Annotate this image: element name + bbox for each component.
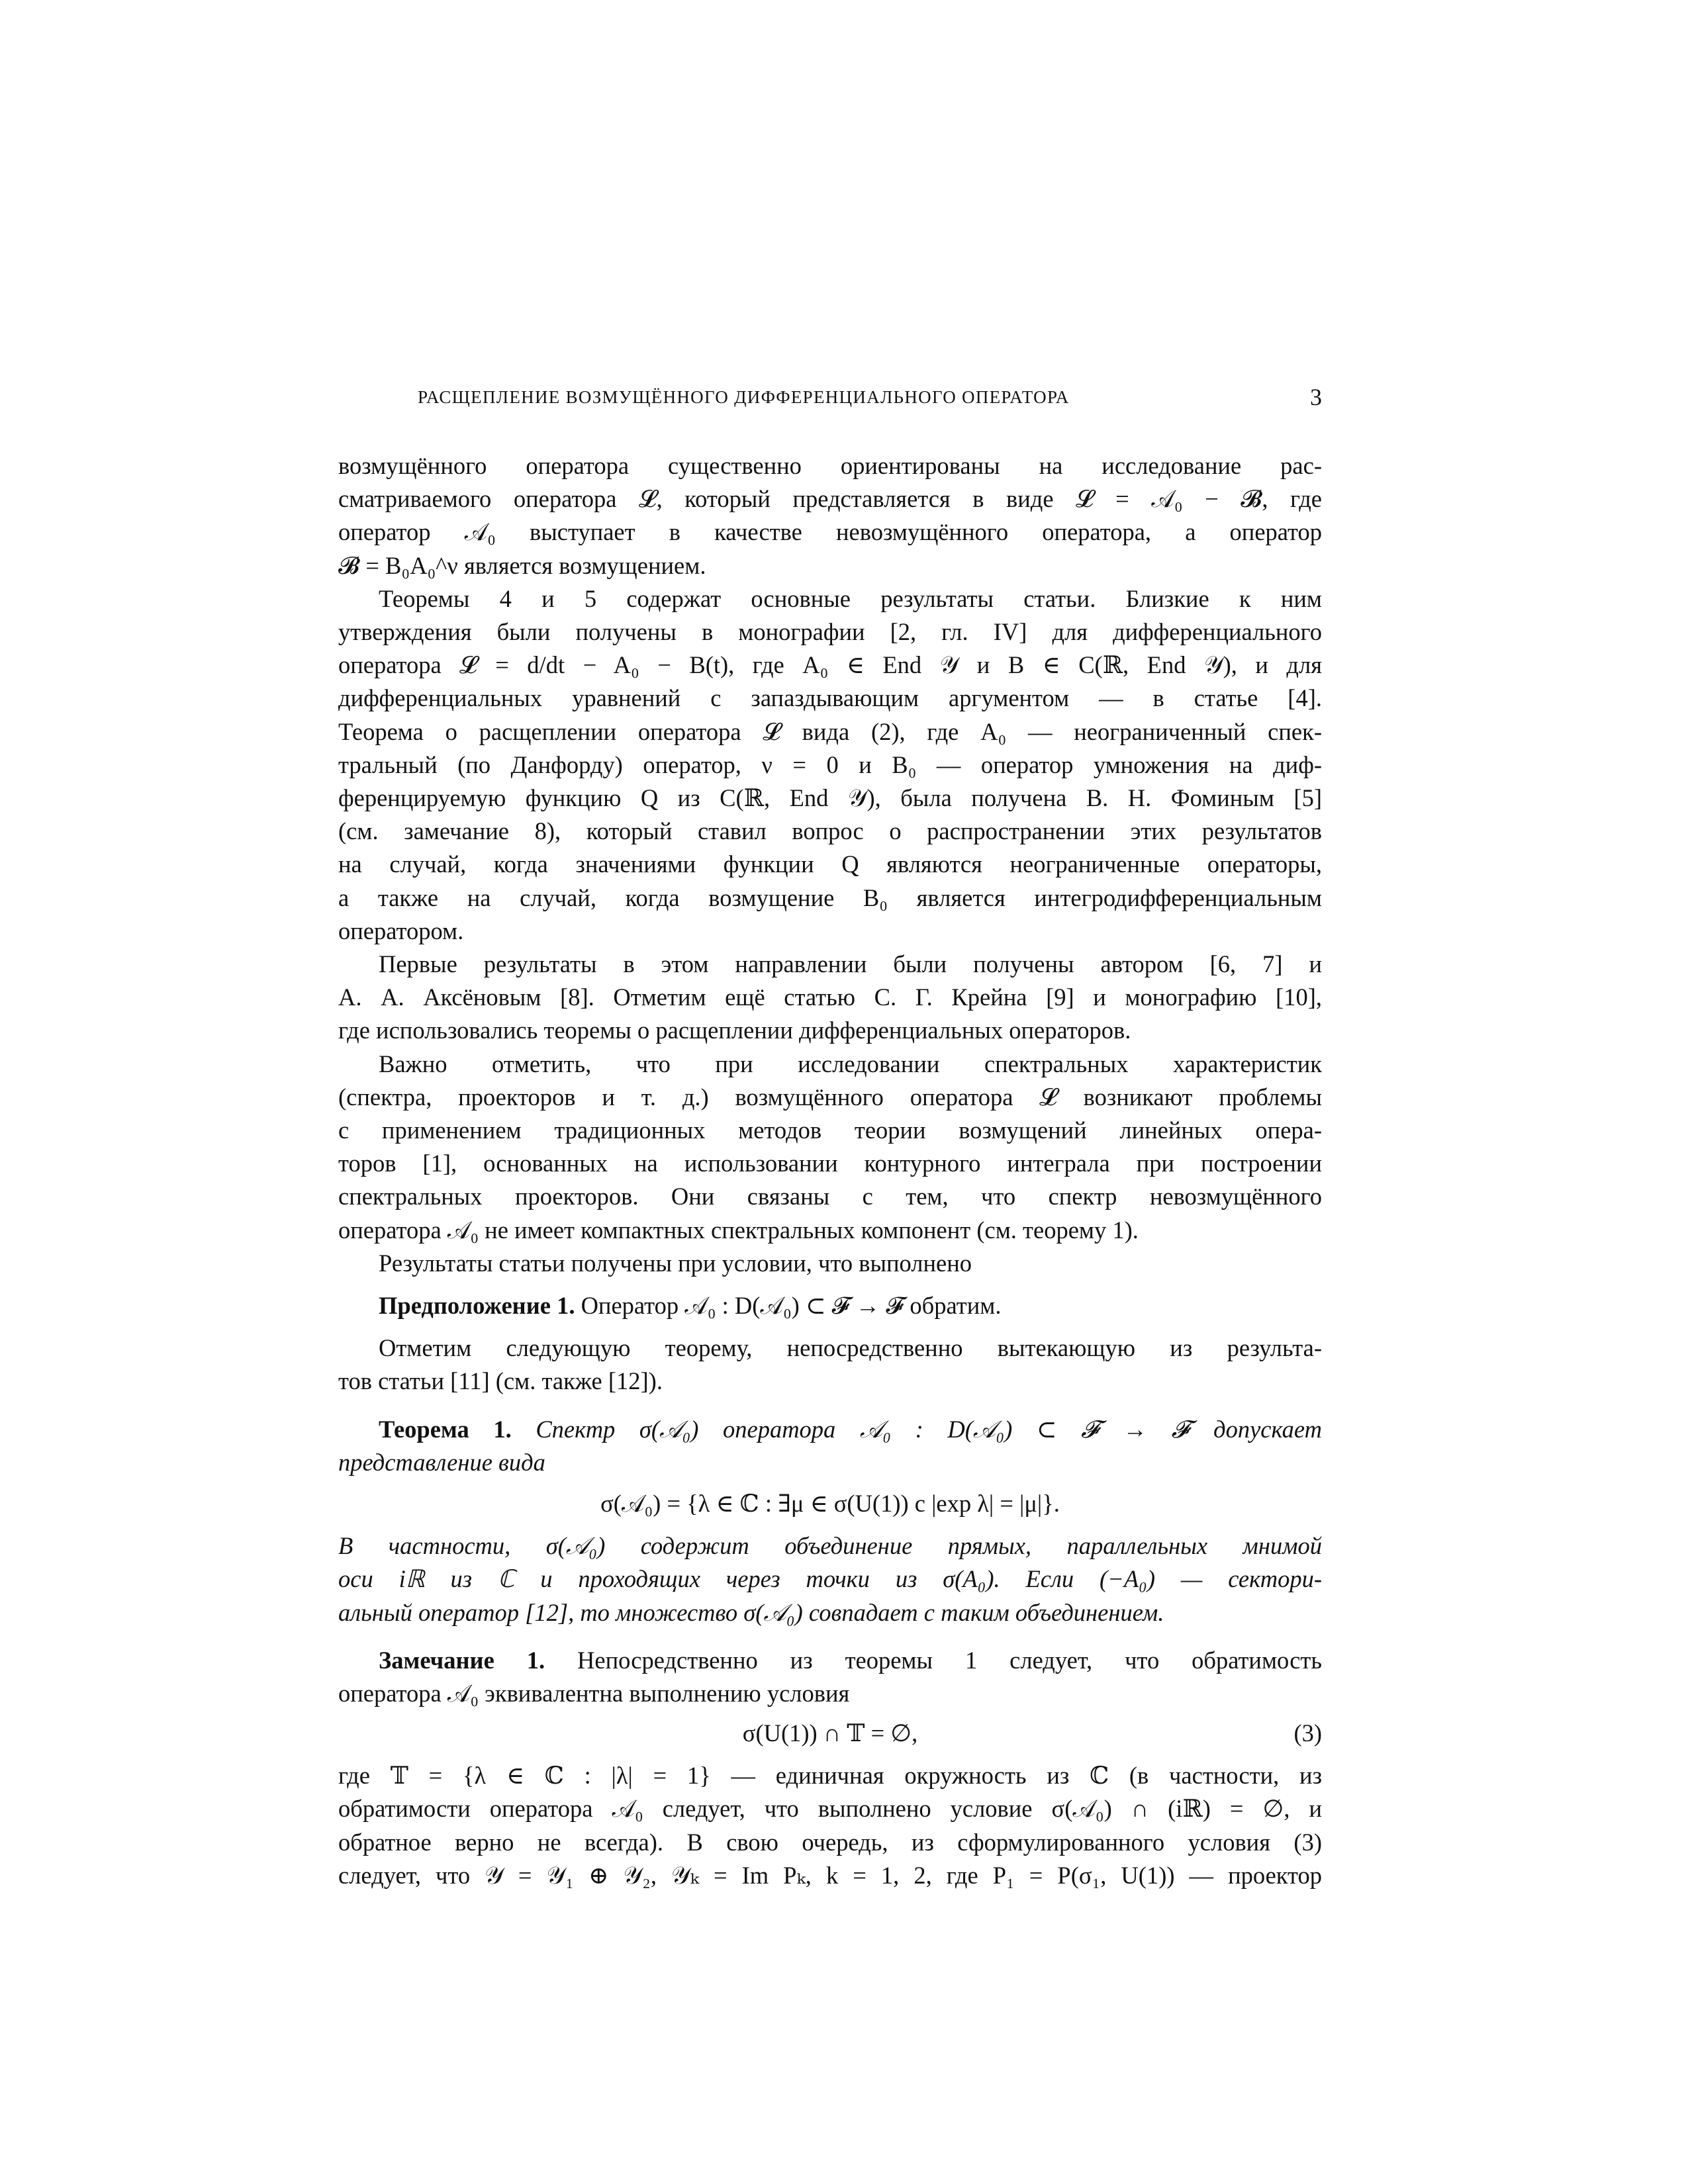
text-line: Результаты статьи получены при условии, что выполнено xyxy=(379,1249,972,1277)
text-line: ференцируемую функцию Q из C(ℝ, End 𝒴), была получена В. Н. Фоминым [5] xyxy=(338,784,1322,812)
spacer xyxy=(338,1322,1322,1332)
text-line: обратное верно не всегда). В свою очередь, из сформулированного условия (3) xyxy=(338,1828,1322,1856)
text-line: торов [1], основанных на использовании контурного интеграла при построении xyxy=(338,1150,1322,1177)
text-line: где 𝕋 = {λ ∈ ℂ : |λ| = 1} — единичная окружность из ℂ (в частности, из xyxy=(338,1762,1322,1790)
text-line: оператора 𝒜₀ эквивалентна выполнению условия xyxy=(338,1679,850,1707)
paper-page xyxy=(338,384,1323,1892)
text-line: тов статьи [11] (см. также [12]). xyxy=(338,1367,663,1395)
spacer xyxy=(338,1280,1322,1289)
theorem-statement xyxy=(338,1413,1322,1446)
running-title: РАСЩЕПЛЕНИЕ ВОЗМУЩЁННОГО ДИФФЕРЕНЦИАЛЬНОГО ОПЕРАТОРА xyxy=(418,387,1070,407)
running-head xyxy=(338,384,1322,418)
text-line: Теорема о расщеплении оператора 𝓛 вида (2), где A₀ — неограниченный спек- xyxy=(338,717,1322,745)
text-line: Теоремы 4 и 5 содержат основные результаты статьи. Близкие к ним xyxy=(379,584,1322,612)
text-line: дифференциальных уравнений с запаздывающим аргументом — в статье [4]. xyxy=(338,684,1322,712)
text-line: Отметим следующую теорему, непосредственно вытекающую из результа- xyxy=(379,1334,1322,1362)
text-line: В частности, σ(𝒜₀) содержит объединение прямых, параллельных мнимой xyxy=(338,1532,1322,1560)
text-line: утверждения были получены в монографии [2, гл. IV] для дифференциального xyxy=(338,618,1322,646)
text-line: спектральных проекторов. Они связаны с тем, что спектр невозмущённого xyxy=(338,1183,1322,1210)
theorem-formula: σ(𝒜₀) = {λ ∈ ℂ : ∃μ ∈ σ(U(1)) c |exp λ| = |μ|}. xyxy=(600,1490,1060,1518)
remark-text: Непосредственно из теоремы 1 следует, что обратимость xyxy=(577,1646,1323,1674)
page-number: 3 xyxy=(1310,384,1322,410)
text-line: с применением традиционных методов теории возмущений линейных опера- xyxy=(338,1116,1322,1144)
text-line: 𝓑 = B₀A₀^ν является возмущением. xyxy=(338,551,706,579)
text-line: оператор 𝒜₀ выступает в качестве невозмущённого оператора, а оператор xyxy=(338,518,1322,546)
text-line: оператора 𝓛 = d/dt − A₀ − B(t), где A₀ ∈ End 𝒴 и B ∈ C(ℝ, End 𝒴), и для xyxy=(338,651,1322,679)
equation-number: (3) xyxy=(1293,1719,1322,1747)
text-line: Важно отметить, что при исследовании спектральных характеристик xyxy=(379,1050,1322,1077)
body-text xyxy=(338,449,1322,1892)
theorem-label: Теорема 1. xyxy=(379,1415,512,1443)
text-line: тральный (по Данфорду) оператор, ν = 0 и B₀ — оператор умножения на диф- xyxy=(338,751,1322,778)
text-line: представление вида xyxy=(338,1448,545,1476)
remark-label: Замечание 1. xyxy=(379,1646,545,1674)
text-line: сматриваемого оператора 𝓛, который представляется в виде 𝓛 = 𝒜₀ − 𝓑, где xyxy=(338,485,1322,513)
theorem-text: Спектр σ(𝒜₀) оператора 𝒜₀ : D(𝒜₀) ⊂ 𝓕 → 𝓕 допускает xyxy=(536,1415,1322,1443)
text-line: альный оператор [12], то множество σ(𝒜₀) совпадает с таким объединением. xyxy=(338,1598,1164,1626)
text-line: А. А. Аксёновым [8]. Отметим ещё статью С. Г. Крейна [9] и монографию [10], xyxy=(338,983,1322,1011)
spacer xyxy=(338,1398,1322,1413)
text-line: Первые результаты в этом направлении были получены автором [6, 7] и xyxy=(379,950,1322,978)
assumption xyxy=(338,1289,1322,1322)
text-line: а также на случай, когда возмущение B₀ является интегродифференциальным xyxy=(338,884,1322,911)
assumption-text: Оператор 𝒜₀ : D(𝒜₀) ⊂ 𝓕 → 𝓕 обратим. xyxy=(581,1292,1002,1320)
assumption-label: Предположение 1. xyxy=(379,1292,575,1320)
spacer xyxy=(338,1629,1322,1644)
text-line: (см. замечание 8), который ставил вопрос о распространении этих результатов xyxy=(338,817,1322,845)
remark-statement xyxy=(338,1644,1322,1677)
text-line: оператора 𝒜₀ не имеет компактных спектральных компонент (см. теорему 1). xyxy=(338,1216,1139,1244)
text-line: где использовались теоремы о расщеплении дифференциальных операторов. xyxy=(338,1017,1131,1044)
remark-formula: σ(U(1)) ∩ 𝕋 = ∅, xyxy=(742,1719,918,1747)
text-line: на случай, когда значениями функции Q являются неограниченные операторы, xyxy=(338,850,1322,878)
text-line: оси iℝ из ℂ и проходящих через точки из σ(A₀). Если (−A₀) — сектори- xyxy=(338,1565,1322,1593)
text-line: оператором. xyxy=(338,917,464,944)
text-line: следует, что 𝒴 = 𝒴₁ ⊕ 𝒴₂, 𝒴ₖ = Im Pₖ, k = 1, 2, где P₁ = P(σ₁, U(1)) — проектор xyxy=(338,1861,1322,1889)
remark-formula-block xyxy=(338,1717,1322,1750)
text-line: обратимости оператора 𝒜₀ следует, что выполнено условие σ(𝒜₀) ∩ (iℝ) = ∅, и xyxy=(338,1795,1322,1823)
text-line: (спектра, проекторов и т. д.) возмущённого оператора 𝓛 возникают проблемы xyxy=(338,1083,1322,1111)
text-line: возмущённого оператора существенно ориентированы на исследование рас- xyxy=(338,452,1322,479)
